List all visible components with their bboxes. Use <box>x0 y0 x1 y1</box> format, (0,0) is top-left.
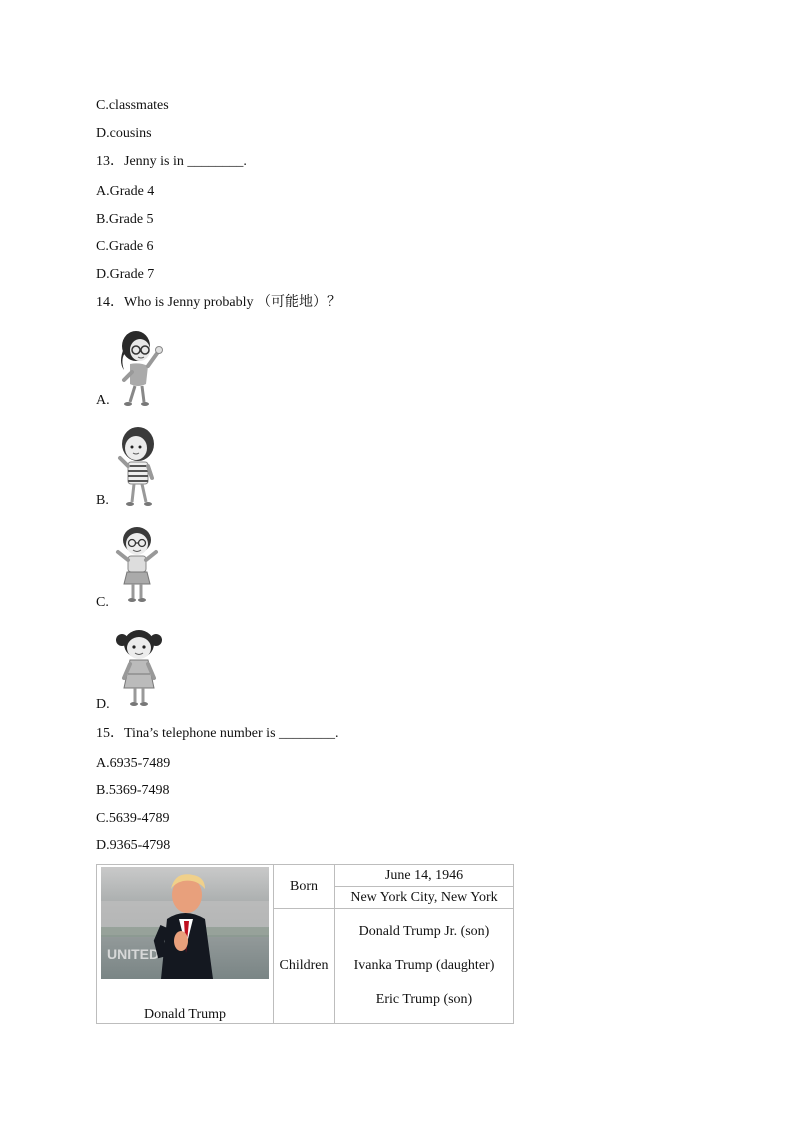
q13-option-a: A.Grade 4 <box>96 184 155 199</box>
q15-option-a: A.6935-7489 <box>96 756 171 771</box>
girl-striped-shirt-image <box>112 424 164 508</box>
q15-option-b: B.5369-7498 <box>96 783 170 798</box>
born-date: June 14, 1946 <box>335 865 514 887</box>
born-place: New York City, New York <box>335 887 514 909</box>
q13-option-c: C.Grade 6 <box>96 239 154 254</box>
photo-cell <box>97 865 274 1024</box>
q14-option-d: D. <box>96 697 110 712</box>
child-1: Donald Trump Jr. (son) <box>358 924 490 939</box>
q13-option-d: D.Grade 7 <box>96 267 155 282</box>
q15-option-d: D.9365-4798 <box>96 838 171 853</box>
q12-option-c: C.classmates <box>96 98 169 113</box>
q14-option-a: A. <box>96 393 110 408</box>
children-label: Children <box>274 909 335 1024</box>
girl-glasses-short-hair-image <box>112 524 162 606</box>
q13-option-b: B.Grade 5 <box>96 212 154 227</box>
children-list <box>335 909 514 1024</box>
child-3: Eric Trump (son) <box>375 992 473 1007</box>
q12-option-d: D.cousins <box>96 126 152 141</box>
q14-option-b: B. <box>96 493 109 508</box>
q15-option-c: C.5639-4789 <box>96 811 170 826</box>
child-2: Ivanka Trump (daughter) <box>353 958 495 973</box>
q14-question: 14．Who is Jenny probably （可能地）？ <box>96 295 341 310</box>
person-name: Donald Trump <box>143 1007 227 1022</box>
girl-pigtails-image <box>112 626 166 708</box>
q13-question: 13．Jenny is in ________. <box>96 154 247 169</box>
girl-glasses-waving-image <box>112 328 168 408</box>
photo-banner-text: UNITED <box>107 946 160 962</box>
info-table <box>96 864 514 1024</box>
q15-question: 15．Tina’s telephone number is ________. <box>96 726 339 741</box>
q14-option-c: C. <box>96 595 109 610</box>
portrait-photo <box>101 867 269 979</box>
born-label: Born <box>274 865 335 909</box>
